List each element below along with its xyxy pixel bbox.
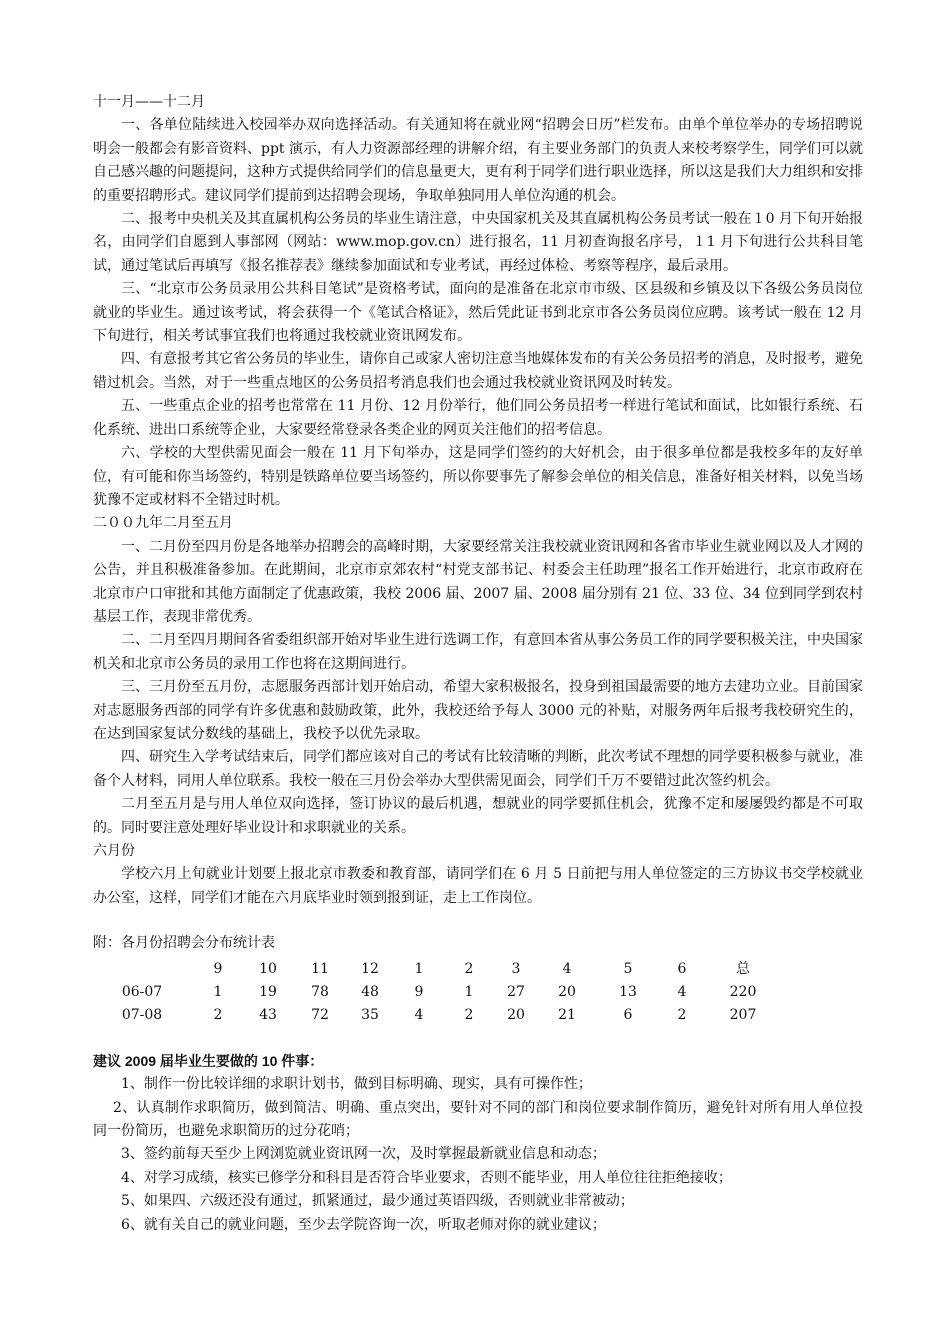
blank-line xyxy=(93,910,863,932)
paragraph: 一、各单位陆续进入校园举办双向选择活动。有关通知将在就业网“招聘会日历”栏发布。由单个单位举办的专场招聘说明会一般都会有影音资料、ppt 演示，有人力资源部经理的讲解介绍，有主要业务部门的负责人来校考察学生，同学们可以就自己感兴趣的问题提问，这种方式提供给同学们的信息量更大，更有利于同学们进行职业选择，所以这是我们大力组织和安排的重要招聘形式。建议同学们提前到达招聘会现场，争取单独同用人单位沟通的机会。 xyxy=(93,117,863,204)
stats-table xyxy=(93,958,781,1028)
table-header-cell: 9 xyxy=(213,960,223,977)
table-cell: 78 xyxy=(311,984,329,1001)
table-cell: 20 xyxy=(558,984,576,1001)
table-cell: 06-07 xyxy=(121,984,163,1001)
paragraph: 二、报考中央机关及其直属机构公务员的毕业生请注意，中央国家机关及其直属机构公务员考试一般在１0 月下旬开始报名，由同学们自愿到人事部网（网站：www.mop.gov.cn）进行报名，11 月初查询报名序号，１1 月下旬进行公共科目笔试，通过笔试后再填写《报名推荐表》继续参加面试和专业考试，再经过体检、考察等程序，最后录用。 xyxy=(93,211,863,274)
table-header-cell: 11 xyxy=(311,960,329,977)
table-cell: 1 xyxy=(464,984,474,1001)
table-cell: 220 xyxy=(729,984,757,1001)
advice-item: 5、如果四、六级还没有通过，抓紧通过，最少通过英语四级，否则就业非常被动； xyxy=(121,1193,634,1210)
table-title: 附：各月份招聘会分布统计表 xyxy=(93,935,275,952)
section-heading: 二００九年二月至五月 xyxy=(93,515,233,532)
table-header-cell: 5 xyxy=(623,960,633,977)
table-cell: 2 xyxy=(213,1007,223,1024)
paragraph: 三、三月份至五月份，志愿服务西部计划开始启动，希望大家积极报名，投身到祖国最需要的地方去建功立业。目前国家对志愿服务西部的同学有许多优惠和鼓励政策，此外，我校还给予每人 3000 元的补贴，对服务两年后报考我校研究生的，在达到国家复试分数线的基础上，我校予以优先录取。 xyxy=(93,679,863,742)
table-cell: 48 xyxy=(361,984,379,1001)
table-header-cell: 1 xyxy=(414,960,424,977)
paragraph: 四、有意报考其它省公务员的毕业生，请你自己或家人密切注意当地媒体发布的有关公务员招考的消息，及时报考，避免错过机会。当然，对于一些重点地区的公务员招考消息我们也会通过我校就业资讯网及时转发。 xyxy=(93,351,863,391)
table-header-row xyxy=(93,958,781,981)
table-cell: 4 xyxy=(414,1007,424,1024)
table-cell: 43 xyxy=(259,1007,277,1024)
paragraph: 三、“北京市公务员录用公共科目笔试”是资格考试，面向的是准备在北京市市级、区县级和乡镇及以下各级公务员岗位就业的毕业生。通过该考试，将会获得一个《笔试合格证》，然后凭此证书到北京市各公务员岗位应聘。该考试一般在 12 月下旬进行，相关考试事宜我们也将通过我校就业资讯网发布。 xyxy=(93,281,863,345)
table-cell: 13 xyxy=(619,984,637,1001)
table-header-cell: 3 xyxy=(511,960,521,977)
table-row xyxy=(93,981,781,1004)
table-header-cell: 10 xyxy=(259,960,277,977)
table-cell: 4 xyxy=(677,984,687,1001)
table-header-cell: 2 xyxy=(464,960,474,977)
table-header-cell: 12 xyxy=(361,960,379,977)
advice-item: 3、签约前每天至少上网浏览就业资讯网一次，及时掌握最新就业信息和动态； xyxy=(121,1146,606,1163)
table-cell: 35 xyxy=(361,1007,379,1024)
advice-item: 2、认真制作求职简历，做到简洁、明确、重点突出，要针对不同的部门和岗位要求制作简历，避免针对所有用人单位投同一份简历，也避免求职简历的过分花哨； xyxy=(93,1099,863,1140)
paragraph: 二月至五月是与用人单位双向选择，签订协议的最后机遇，想就业的同学要抓住机会，犹豫不定和屡屡毁约都是不可取的。同时要注意处理好毕业设计和求职就业的关系。 xyxy=(93,796,863,836)
paragraph: 五、一些重点企业的招考也常常在 11 月份、12 月份举行，他们同公务员招考一样进行笔试和面试，比如银行系统、石化系统、进出口系统等企业，大家要经常登录各类企业的网页关注他们的招考信息。 xyxy=(93,398,863,438)
table-cell: 21 xyxy=(558,1007,576,1024)
table-cell: 20 xyxy=(507,1007,525,1024)
table-header-cell: 4 xyxy=(562,960,572,977)
document-body xyxy=(93,91,863,1237)
table-cell: 07-08 xyxy=(121,1007,163,1024)
section-heading: 十一月——十二月 xyxy=(93,94,205,110)
advice-item: 1、制作一份比较详细的求职计划书，做到目标明确、现实，具有可操作性； xyxy=(121,1076,592,1093)
paragraph: 四、研究生入学考试结束后，同学们都应该对自己的考试有比较清晰的判断，此次考试不理想的同学要积极参与就业，准备个人材料，同用人单位联系。我校一般在三月份会举办大型供需见面会，同学们千万不要错过此次签约机会。 xyxy=(93,749,863,789)
table-header-cell: 总 xyxy=(736,960,750,977)
advice-title: 建议 2009 届毕业生要做的 10 件事： xyxy=(93,1052,324,1069)
table-cell: 2 xyxy=(464,1007,474,1024)
table-cell: 27 xyxy=(507,984,525,1001)
table-cell: 19 xyxy=(259,984,277,1001)
table-cell: 207 xyxy=(729,1007,757,1024)
table-cell: 1 xyxy=(213,984,223,1001)
advice-item: 6、就有关自己的就业问题，至少去学院咨询一次，听取老师对你的就业建议； xyxy=(121,1216,606,1233)
table-cell: 6 xyxy=(623,1007,633,1024)
paragraph: 六、学校的大型供需见面会一般在 11 月下旬举办，这是同学们签约的大好机会，由于很多单位都是我校多年的友好单位，有可能和你当场签约，特别是铁路单位要当场签约，所以你要事先了解参会单位的相关信息，准备好相关材料，以免当场犹豫不定或材料不全错过时机。 xyxy=(93,445,863,508)
table-cell: 72 xyxy=(311,1007,329,1024)
table-cell: 9 xyxy=(414,984,424,1001)
table-row xyxy=(93,1004,781,1027)
section-heading: 六月份 xyxy=(93,843,135,859)
paragraph: 一、二月份至四月份是各地举办招聘会的高峰时期，大家要经常关注我校就业资讯网和各省市毕业生就业网以及人才网的公告，并且积极准备参加。在此期间，北京市京郊农村“村党支部书记、村委会主任助理”报名工作开始进行，北京市政府在北京市户口审批和其他方面制定了优惠政策，我校 2006 届、2007 届、2008 届分别有 21 位、33 位、34 位到同学到农村基层工作，表现非常优秀。 xyxy=(93,538,863,625)
paragraph: 二、二月至四月期间各省委组织部开始对毕业生进行选调工作，有意回本省从事公务员工作的同学要积极关注，中央国家机关和北京市公务员的录用工作也将在这期间进行。 xyxy=(93,632,863,672)
table-header-cell xyxy=(93,958,191,981)
table-cell: 2 xyxy=(677,1007,687,1024)
advice-item: 4、对学习成绩，核实已修学分和科目是否符合毕业要求，否则不能毕业，用人单位往往拒绝接收； xyxy=(121,1169,732,1186)
table-header-cell: 6 xyxy=(677,960,687,977)
paragraph: 学校六月上旬就业计划要上报北京市教委和教育部，请同学们在 6 月 5 日前把与用人单位签定的三方协议书交学校就业办公室，这样，同学们才能在六月底毕业时领到报到证，走上工作岗位。 xyxy=(93,866,863,906)
